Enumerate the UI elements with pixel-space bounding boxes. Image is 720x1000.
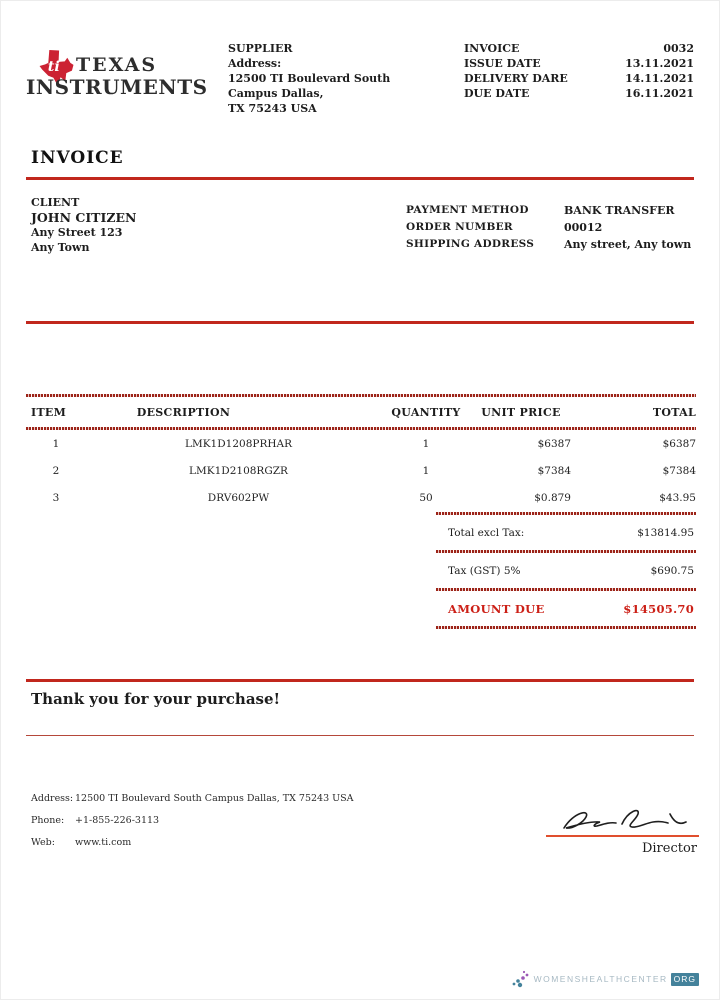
meta-value: 16.11.2021 [625,87,694,100]
col-header-unit-price: UNIT PRICE [481,405,561,419]
table-header-row [26,397,696,427]
watermark-dots-icon [511,970,531,988]
supplier-address-label: Address: [228,57,282,70]
client-name: JOHN CITIZEN [31,210,137,225]
amount-due-label: AMOUNT DUE [448,601,545,616]
cell-unit-price: $6387 [537,437,571,450]
invoice-meta [464,41,694,116]
signature-icon [556,801,696,839]
divider [26,321,694,324]
cell-quantity: 1 [422,437,430,450]
table-row [26,430,696,457]
col-header-quantity: QUANTITY [391,405,461,419]
cell-item: 3 [52,491,60,504]
footer-address-row [31,788,354,810]
watermark [511,970,699,988]
footer-address-label: Address: [31,793,74,804]
cell-item: 2 [52,464,60,477]
signature-block [546,801,699,856]
divider [26,679,694,682]
page-title: INVOICE [31,148,124,168]
meta-value: 0032 [663,42,694,55]
footer-phone-label: Phone: [31,815,65,826]
meta-row-invoice [464,41,694,56]
cell-description: LMK1D1208PRHAR [184,437,292,450]
cell-total: $43.95 [659,491,696,504]
col-header-total: TOTAL [652,405,696,419]
totals-border [436,626,696,629]
brand-texas: TEXAS [76,54,158,76]
divider-thin [26,735,694,736]
brand-instruments: INSTRUMENTS [26,75,208,99]
header [26,41,694,116]
supplier-address-line: TX 75243 USA [228,102,317,115]
signer-role: Director [641,841,697,856]
totals-block [436,512,696,629]
footer-web-value: www.ti.com [75,837,132,848]
footer-web-row [31,832,354,854]
payment-method-row [406,202,698,219]
divider [26,177,694,180]
footer-address-value: 12500 TI Boulevard South Campus Dallas, TX 75243 USA [75,793,354,804]
footer-phone-row [31,810,354,832]
cell-item: 1 [52,437,60,450]
cell-unit-price: $0.879 [534,491,571,504]
col-header-description: DESCRIPTION [136,405,231,419]
col-header-item: ITEM [31,405,67,419]
cell-description: LMK1D2108RGZR [189,464,288,477]
meta-value: 14.11.2021 [625,72,694,85]
payment-method-label: PAYMENT METHOD [406,204,529,216]
meta-row-due-date [464,86,694,101]
signature-line [546,835,699,837]
payment-block [406,202,698,253]
cell-description: DRV602PW [207,491,270,504]
meta-row-delivery-date [464,71,694,86]
watermark-text: WOMENSHEALTHCENTER [533,974,668,984]
order-number-label: ORDER NUMBER [406,221,513,233]
meta-label: DELIVERY DARE [464,72,568,85]
meta-label: INVOICE [464,42,520,55]
client-label: CLIENT [31,196,80,209]
shipping-address-label: SHIPPING ADDRESS [406,238,535,250]
subtotal-value: $13814.95 [637,526,694,539]
amount-due-value: $14505.70 [623,601,694,616]
table-row [26,457,696,484]
amount-due-row [436,591,696,626]
subtotal-row [436,515,696,550]
meta-label: DUE DATE [464,87,530,100]
client-address-line: Any Street 123 [31,226,123,239]
client-address-line: Any Town [31,241,90,254]
order-number-value: 00012 [564,221,603,234]
thank-you-message: Thank you for your purchase! [31,690,281,708]
footer-contacts [31,788,354,854]
cell-unit-price: $7384 [537,464,571,477]
footer-web-label: Web: [31,837,55,848]
footer-phone-value: +1-855-226-3113 [75,815,160,826]
texas-instruments-logo [26,41,208,105]
subtotal-label: Total excl Tax: [448,526,525,539]
meta-value: 13.11.2021 [625,57,694,70]
cell-total: $6387 [662,437,696,450]
items-table [26,394,696,511]
table-row [26,484,696,511]
tax-row [436,553,696,588]
supplier-block [228,41,426,116]
tax-value: $690.75 [650,564,694,577]
supplier-address-line: Campus Dallas, [228,87,324,100]
payment-method-value: BANK TRANSFER [564,204,675,217]
order-number-row [406,219,698,236]
shipping-address-row [406,236,698,253]
supplier-label: SUPPLIER [228,42,293,55]
client-block [31,195,136,255]
ti-monogram: ti [47,58,60,76]
meta-label: ISSUE DATE [464,57,541,70]
tax-label: Tax (GST) 5% [448,564,521,577]
shipping-address-value: Any street, Any town [564,238,692,251]
cell-quantity: 50 [419,491,433,504]
meta-row-issue-date [464,56,694,71]
cell-total: $7384 [662,464,696,477]
supplier-address-line: 12500 TI Boulevard South [228,72,391,85]
cell-quantity: 1 [422,464,430,477]
watermark-org-badge: ORG [671,973,699,986]
